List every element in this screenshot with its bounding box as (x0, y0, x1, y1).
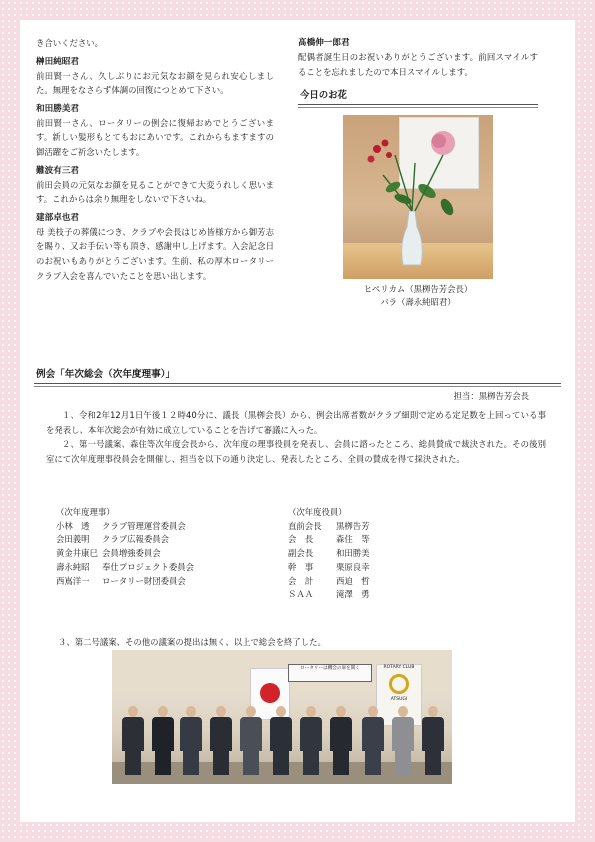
member-suit (330, 717, 352, 751)
member-name: 建部卓也君 (36, 212, 79, 223)
director-name: 黄金井康巳 (56, 548, 98, 559)
officer-role: 会 長 (288, 534, 314, 545)
meeting-closing: ３、第二号議案、その他の議案の提出は無く、以上で総会を終了した。 (58, 637, 326, 647)
officer-name: 西迫 哲 (336, 575, 370, 586)
member-name: 髙橋伸一郎君 (298, 38, 350, 48)
member-message: 配偶者誕生日のお祝いありがとうございます。前回スマイルすることを忘れましたので本日スマイルします。 (298, 52, 538, 77)
roster-row (56, 533, 194, 547)
member-suit (152, 717, 174, 751)
director-role: 会員増強委員会 (102, 548, 161, 559)
director-name: 壽永純昭 (56, 561, 90, 572)
director-role: クラブ広報委員会 (102, 534, 169, 545)
flower-caption-1: ヒペリカム（黒栁告芳会長） (363, 284, 473, 295)
member-legs (303, 751, 319, 775)
officer-name: 栗原良幸 (336, 561, 370, 572)
member-figure (208, 706, 234, 776)
officer-role: 副会長 (288, 548, 314, 559)
roster-row (288, 588, 370, 602)
directors-roster (56, 506, 194, 588)
member-legs (155, 751, 171, 775)
flower-photo (343, 115, 493, 279)
member-name: 和田勝美君 (36, 103, 79, 114)
member-head (306, 706, 316, 717)
member-head (428, 706, 438, 717)
member-head (276, 706, 286, 717)
member-legs (213, 751, 229, 775)
intro-line: き合いください。 (36, 38, 103, 48)
rotary-flag-title: ROTARY CLUB (383, 665, 415, 670)
member-figure (150, 706, 176, 776)
member-head (128, 706, 138, 717)
officer-role: ＳＡＡ (288, 589, 314, 600)
member-name: 榊田純昭君 (36, 56, 79, 67)
roster-row (288, 547, 370, 561)
meeting-paragraph-2: ２、第一号議案、森住等次年度会長から、次年度の理事役員を発表し、会員に諮ったところ、総員賛成で裁決された。その後別室にて次年度理事役員会を開催し、担当を以下の通り決定し、発表したところ、全員の賛成を得て採決された。 (46, 439, 546, 464)
director-name: 西嶌洋一 (56, 575, 90, 586)
officer-role: 会 計 (288, 575, 314, 586)
director-name: 会田義明 (56, 534, 90, 545)
japan-flag-sun (260, 683, 280, 703)
member-suit (362, 717, 384, 751)
member-message: 前田賢一さん、久しぶりにお元気なお顔を見られ安心しました。無理をなさらず体調の回復につとめて下さい。 (36, 70, 274, 96)
member-figure (298, 706, 324, 776)
member-legs (125, 751, 141, 775)
member-message: 前田会員の元気なお顔を見ることができて大変うれしく思います。これからは余り無理をしないで下さいね。 (36, 179, 274, 205)
officer-role: 直前会長 (288, 520, 322, 531)
member-figure (360, 706, 386, 776)
meeting-credit: 担当：黒栁告芳会長 (453, 391, 529, 401)
member-head (368, 706, 378, 717)
member-figure (268, 706, 294, 776)
newsletter-page (20, 20, 575, 822)
directors-heading: （次年度理事） (56, 507, 115, 517)
roster-row (288, 561, 370, 575)
meeting-body (46, 408, 546, 466)
member-figure (238, 706, 264, 776)
rotary-flag-city: ATSUGI (390, 697, 408, 702)
flower-vase-illustration (343, 115, 493, 279)
director-role: クラブ管理運営委員会 (102, 520, 186, 531)
member-legs (365, 751, 381, 775)
flower-caption-2: バラ（壽永純昭君） (380, 297, 456, 308)
member-head (186, 706, 196, 717)
member-figure (120, 706, 146, 776)
roster-row (56, 547, 194, 561)
roster-row (56, 520, 194, 534)
member-figure (390, 706, 416, 776)
officer-role: 幹 事 (288, 561, 314, 572)
left-column (36, 36, 274, 283)
member-legs (333, 751, 349, 775)
roster-row (288, 520, 370, 534)
officers-heading: （次年度役員） (288, 507, 347, 517)
member-legs (273, 751, 289, 775)
member-legs (395, 751, 411, 775)
roster-row (288, 575, 370, 589)
roster-row (56, 575, 194, 589)
officer-name: 黒栁告芳 (336, 520, 370, 531)
roster-row (288, 533, 370, 547)
member-head (216, 706, 226, 717)
officers-roster (288, 506, 370, 602)
member-head (246, 706, 256, 717)
member-suit (210, 717, 232, 751)
member-suit (270, 717, 292, 751)
officer-name: 滝澤 勇 (336, 589, 370, 600)
officer-name: 森住 等 (336, 534, 370, 545)
member-head (398, 706, 408, 717)
member-name: 難波有三君 (36, 165, 79, 176)
roster-row (56, 561, 194, 575)
meeting-paragraph-1: １、令和2年12月1日午後１２時40分に、議長（黒栁会長）から、例会出席者数がクラブ細則で定める定足数を上回っている事を発表し、本年次総会が有効に成立していることを告げて審議に入った。 (46, 410, 546, 435)
right-column (298, 36, 538, 309)
director-name: 小林 透 (56, 520, 90, 531)
flower-heading: 今日のお花 (298, 85, 538, 105)
member-figure (328, 706, 354, 776)
member-suit (180, 717, 202, 751)
member-head (336, 706, 346, 717)
rotary-banner-text: ロータリーは機会の扉を開く (300, 666, 360, 671)
rotary-banner (288, 664, 372, 682)
member-suit (392, 717, 414, 751)
meeting-title: 例会「年次総会（次年度理事）」 (34, 366, 561, 384)
member-legs (425, 751, 441, 775)
director-role: 奉仕プロジェクト委員会 (102, 561, 194, 572)
member-message: 前田賢一さん、ロータリーの例会に復帰おめでとうございます。新しい髪形もとてもおにあいです。これからもますますの御活躍をご祈念いたします。 (36, 117, 274, 157)
member-legs (243, 751, 259, 775)
member-suit (122, 717, 144, 751)
member-suit (300, 717, 322, 751)
member-head (158, 706, 168, 717)
member-legs (183, 751, 199, 775)
officer-name: 和田勝美 (336, 548, 370, 559)
rotary-wheel-icon (389, 674, 409, 694)
member-suit (240, 717, 262, 751)
director-role: ロータリー財団委員会 (102, 575, 186, 586)
member-suit (422, 717, 444, 751)
member-figure (420, 706, 446, 776)
group-photo (112, 650, 452, 784)
member-figure (178, 706, 204, 776)
member-message: 母 美枝子の葬儀につき、クラブや会長はじめ皆様方から御芳志を賜り、又お手伝い等も頂き、感謝申し上げます。入会記念日のお祝いもありがとうございます。生前、私の厚木ロータリークラブ入会を喜んでいたことを思い出します。 (36, 226, 274, 281)
